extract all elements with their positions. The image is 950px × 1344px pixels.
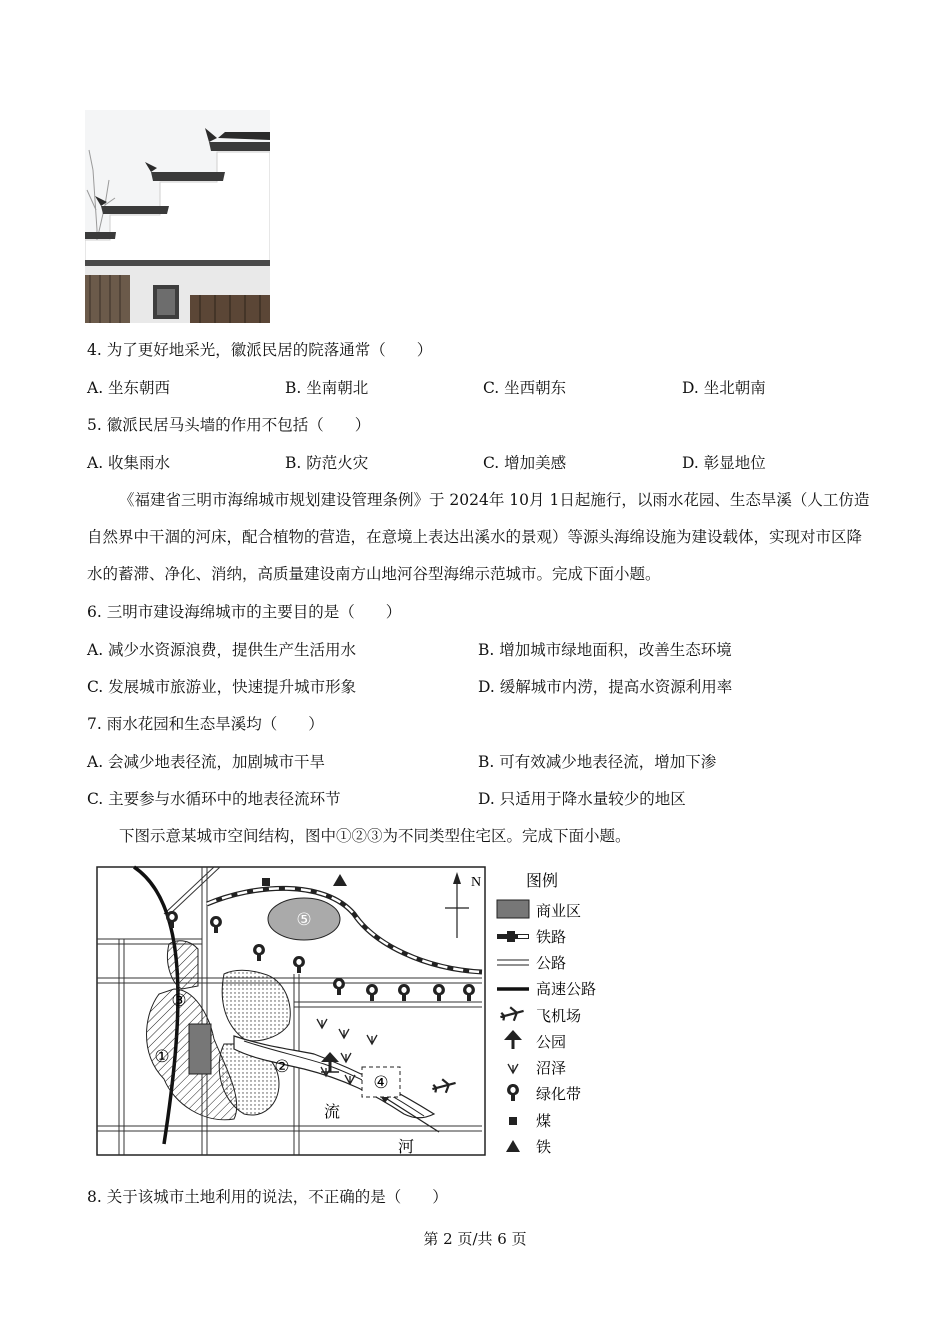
q7-option-c[interactable]: C. 主要参与水循环中的地表径流环节 — [87, 790, 341, 808]
q4-option-b[interactable]: B. 坐南朝北 — [285, 379, 369, 397]
q7-option-d[interactable]: D. 只适用于降水量较少的地区 — [478, 790, 686, 808]
legend-airport: 飞机场 — [536, 1009, 582, 1025]
legend-coal: 煤 — [536, 1114, 552, 1130]
legend-commercial: 商业区 — [536, 904, 582, 920]
river-char-he: 河 — [397, 1139, 415, 1156]
legend-iron: 铁 — [536, 1140, 552, 1156]
legend-road: 公路 — [536, 956, 567, 972]
question-8-stem: 8. 关于该城市土地利用的说法，不正确的是（ ） — [87, 1188, 448, 1206]
q4-option-c[interactable]: C. 坐西朝东 — [483, 379, 567, 397]
zone-3-label: ③ — [171, 991, 187, 1010]
legend-park: 公园 — [536, 1035, 567, 1051]
coal-symbol — [262, 878, 270, 886]
q5-option-d[interactable]: D. 彰显地位 — [682, 454, 766, 472]
hui-style-house-photo — [85, 110, 270, 323]
q5-option-b[interactable]: B. 防范火灾 — [285, 454, 369, 472]
zone-4-label: ④ — [373, 1073, 389, 1092]
question-5-stem: 5. 徽派民居马头墙的作用不包括（ ） — [87, 416, 371, 434]
city-structure-map — [94, 864, 610, 1160]
q6-option-b[interactable]: B. 增加城市绿地面积，改善生态环境 — [478, 641, 732, 659]
zone-5-label: ⑤ — [296, 910, 312, 929]
zone-1-label: ① — [154, 1047, 170, 1066]
river-char-liu: 流 — [323, 1104, 341, 1121]
question-6-stem: 6. 三明市建设海绵城市的主要目的是（ ） — [87, 603, 402, 621]
q6-option-d[interactable]: D. 缓解城市内涝，提高水资源利用率 — [478, 678, 733, 696]
q4-option-d[interactable]: D. 坐北朝南 — [682, 379, 766, 397]
q6-option-a[interactable]: A. 减少水资源浪费，提供生产生活用水 — [87, 641, 357, 659]
q5-option-c[interactable]: C. 增加美感 — [483, 454, 567, 472]
city-structure-passage: 下图示意某城市空间结构，图中①②③为不同类型住宅区。完成下面小题。 — [119, 827, 631, 845]
question-7-stem: 7. 雨水花园和生态旱溪均（ ） — [87, 715, 324, 733]
legend-greenbelt: 绿化带 — [536, 1087, 582, 1103]
q7-option-a[interactable]: A. 会减少地表径流，加剧城市干旱 — [87, 753, 326, 771]
sponge-city-passage: 《福建省三明市海绵城市规划建设管理条例》于 2024年 10月 1日起施行，以雨水花园、生态旱溪（人工仿造自然界中干涸的河床，配合植物的营造，在意境上表达出溪水的景观）等源头海绵设施为建设载体，实现对市区降水的蓄滞、净化、消纳，高质量建设南方山地河谷型海绵示范城市。完成下面小题。 — [87, 491, 870, 583]
q6-option-c[interactable]: C. 发展城市旅游业，快速提升城市形象 — [87, 678, 357, 696]
legend-expressway: 高速公路 — [536, 982, 597, 998]
q4-option-a[interactable]: A. 坐东朝西 — [87, 379, 171, 397]
page-footer: 第 2 页/共 6 页 — [423, 1230, 527, 1248]
north-label: N — [471, 875, 482, 890]
question-4-stem: 4. 为了更好地采光，徽派民居的院落通常（ ） — [87, 341, 433, 359]
zone-2-label: ② — [274, 1057, 290, 1076]
legend-title: 图例 — [526, 873, 559, 890]
q5-option-a[interactable]: A. 收集雨水 — [87, 454, 171, 472]
q7-option-b[interactable]: B. 可有效减少地表径流，增加下渗 — [478, 753, 717, 771]
legend-marsh: 沼泽 — [536, 1061, 567, 1077]
legend-railway: 铁路 — [536, 930, 567, 946]
